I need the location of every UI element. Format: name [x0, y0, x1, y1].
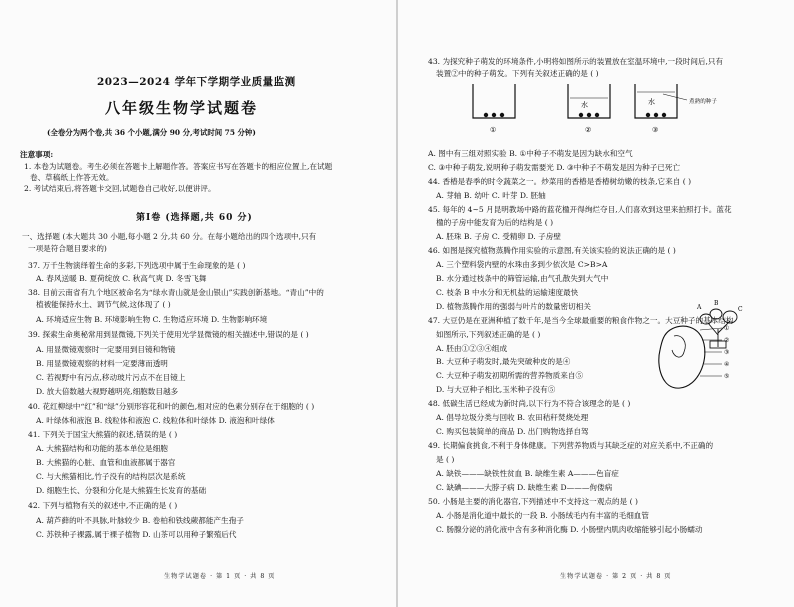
- water-label: 水: [581, 101, 588, 109]
- question-45: 45. 每年的 4~5 月昆明教场中路的蓝花楹开得绚烂夺目,人们喜欢到这里来拍照打卡。蓝花: [428, 205, 732, 214]
- section-intro: 一、选择题 (本大题共 30 小题,每小题 2 分,共 60 分。在每小题给出的四个选项中,只有: [22, 232, 317, 241]
- q46-option: B. 水分通过枝条中的筛管运输,由气孔散失到大气中: [436, 274, 609, 283]
- seed-germination-figure: [465, 80, 755, 138]
- q39-option: B. 用显微镜观察的材料一定要薄而透明: [36, 359, 168, 368]
- note-line: 卷、草稿纸上作答无效。: [30, 173, 114, 182]
- q50-options: A. 小肠是消化道中最长的一段 B. 小肠绒毛内有丰富的毛细血管: [436, 511, 649, 520]
- question-49-cont: 是 ( ): [436, 455, 455, 464]
- note-line: 2. 考试结束后,将答题卡交回,试题卷自己收好,以便讲评。: [24, 184, 216, 193]
- note-line: 1. 本卷为试题卷。考生必须在答题卡上解题作答。答案应书写在答题卡的相应位置上,在试题: [24, 162, 333, 171]
- q41-option: D. 细胞生长、分裂和分化是大熊猫生长发育的基础: [36, 486, 207, 495]
- fig-num-1: ①: [490, 126, 497, 134]
- paper-title: 八年级生物学试题卷: [105, 99, 259, 117]
- q49-options: A. 缺铁———缺铁性贫血 B. 缺维生素 A———色盲症: [436, 469, 619, 478]
- question-38: 38. 目前云南省有九个地区被命名为“绿水青山就是金山银山”实践创新基地。“青山”中的: [28, 288, 324, 297]
- q44-options: A. 芽轴 B. 幼叶 C. 叶芽 D. 胚轴: [436, 191, 546, 200]
- plant-label-c: C: [738, 306, 743, 313]
- page-footer: 生物学试题卷 · 第 1 页 · 共 8 页: [164, 573, 276, 580]
- section-title: 第Ⅰ卷 (选择题,共 60 分): [136, 213, 253, 223]
- question-46: 46. 如图是探究植物蒸腾作用实验的示意图,有关该实验的说法正确的是 ( ): [428, 246, 676, 255]
- question-47-cont: 如图所示,下列叙述正确的是 ( ): [436, 330, 541, 339]
- question-45-cont: 楹的子房中能发育为后的结构是 ( ): [436, 218, 554, 227]
- q39-option: C. 若视野中有污点,移动玻片污点不在目镜上: [36, 373, 186, 382]
- question-42: 42. 下列与植物有关的叙述中,不正确的是 ( ): [28, 501, 178, 510]
- q48-options: A. 倡导垃圾分类与回收 B. 农田秸秆焚烧处理: [436, 413, 589, 422]
- q42-options: C. 苏铁种子裸露,属于裸子植物 D. 山茶可以用种子繁殖后代: [36, 530, 237, 539]
- soybean-seed-figure: [652, 322, 742, 392]
- notes-heading: 注意事项:: [20, 150, 54, 159]
- section-intro: 一项是符合题目要求的): [28, 244, 107, 253]
- question-49: 49. 长期偏食挑食,不利于身体健康。下列营养物质与其缺乏症的对应关系中,不正确的: [428, 441, 714, 450]
- question-44: 44. 香椿是春季的时令蔬菜之一。炒菜用的香椿是香椿树幼嫩的枝条,它来自 ( ): [428, 177, 692, 186]
- question-47: 47. 大豆仍是在亚洲种植了数千年,是当今全球最重要的粮食作物之一。大豆种子的基本结构: [428, 316, 734, 325]
- q47-option: A. 胚由①②③④组成: [436, 344, 508, 353]
- q47-option: C. 大豆种子萌发初期所需的营养物质来自⑤: [436, 371, 584, 380]
- q37-options: A. 春风送暖 B. 夏荷绽放 C. 秋高气爽 D. 冬雪飞舞: [36, 274, 207, 283]
- question-41: 41. 下列关于国宝大熊猫的叙述,错误的是 ( ): [28, 430, 178, 439]
- q41-option: C. 与大熊猫相比,竹子没有的结构层次是系统: [36, 472, 186, 481]
- water-label-2: 水: [648, 98, 655, 106]
- plant-label-a: A: [697, 304, 702, 311]
- q41-option: B. 大熊猫的心脏、血管和血液都属于器官: [36, 458, 176, 467]
- question-37: 37. 万千生物演绎着生命的多彩,下列选项中属于生命现象的是 ( ): [28, 261, 246, 270]
- seed-label-1: ①: [724, 325, 730, 332]
- fig-num-2: ②: [585, 126, 592, 134]
- q39-option: A. 用显微镜观察时一定要用到目镜和物镜: [36, 345, 176, 354]
- q38-options: A. 环境适应生物 B. 环境影响生物 C. 生物适应环境 D. 生物影响环境: [36, 315, 268, 324]
- question-43: 43. 为探究种子萌发的环境条件,小明将如图所示的装置放在室温环境中,一段时间后,只有: [428, 57, 724, 66]
- q43-options: C. ③中种子萌发,说明种子萌发需要光 D. ③中种子不萌发是因为种子已死亡: [428, 163, 681, 172]
- q46-option: C. 枝条 B 中水分和无机盐的运输速度最快: [436, 288, 579, 297]
- exam-header: 2023—2024 学年下学期学业质量监测: [97, 76, 296, 88]
- plant-label-b: B: [714, 300, 719, 307]
- q43-options: A. 图中有三组对照实验 B. ①中种子不萌发是因为缺水和空气: [428, 149, 633, 158]
- question-50: 50. 小肠是主要的消化器官,下列描述中不支持这一观点的是 ( ): [428, 497, 638, 506]
- q47-option: B. 大豆种子萌发时,最先突破种皮的是④: [436, 357, 571, 366]
- q46-option: A. 三个塑料袋内壁的水珠由多到少依次是 C>B>A: [436, 260, 608, 269]
- question-39: 39. 探索生命奥秘常用到显微镜,下列关于使用光学显微镜的相关描述中,错误的是 ( ): [28, 330, 309, 339]
- q40-options: A. 叶绿体和液泡 B. 线粒体和液泡 C. 线粒体和叶绿体 D. 液泡和叶绿体: [36, 416, 275, 425]
- q41-option: A. 大熊猫结构和功能的基本单位是细胞: [36, 444, 168, 453]
- seed-label-5: ⑤: [724, 373, 730, 380]
- q47-option: D. 与大豆种子相比,玉米种子没有⑤: [436, 385, 556, 394]
- boiled-seed-label: 煮熟的种子: [689, 99, 717, 105]
- q50-options: C. 肠腺分泌的消化液中含有多种消化酶 D. 小肠壁内肌肉收缩能够引起小肠蠕动: [436, 525, 703, 534]
- q48-options: C. 购买包装简单的商品 D. 出门购物选择自驾: [436, 427, 589, 436]
- seed-label-2: ②: [724, 337, 730, 344]
- question-38-cont: 植被能保持水土、调节气候,这体现了 ( ): [36, 300, 171, 309]
- q46-option: D. 植物蒸腾作用的强弱与叶片的数量密切相关: [436, 302, 591, 311]
- paper-info: (全卷分为两个卷,共 36 个小题,满分 90 分,考试时间 75 分钟): [47, 128, 256, 137]
- fig-num-3: ③: [652, 126, 659, 134]
- seed-label-4: ④: [724, 361, 730, 368]
- seed-label-3: ③: [724, 349, 730, 356]
- q39-option: D. 放大倍数越大视野越明亮,细胞数目越多: [36, 387, 179, 396]
- q42-options: A. 葫芦藓的叶不具脉,叶脉较少 B. 卷柏和铁线蕨都能产生孢子: [36, 516, 244, 525]
- question-40: 40. 花红柳绿中“红”和“绿”分别形容花和叶的颜色,相对应的色素分别存在于细胞的 ( ): [28, 402, 315, 411]
- q45-options: A. 胚珠 B. 子房 C. 受精卵 D. 子房壁: [436, 232, 561, 241]
- question-43-cont: 装置②中的种子萌发。下列有关叙述正确的是 ( ): [436, 69, 599, 78]
- page-footer: 生物学试题卷 · 第 2 页 · 共 8 页: [560, 573, 672, 580]
- q49-options: C. 缺碘———大脖子病 D. 缺维生素 D———佝偻病: [436, 483, 613, 492]
- question-48: 48. 低碳生活已经成为新时尚,以下行为不符合该理念的是 ( ): [428, 399, 631, 408]
